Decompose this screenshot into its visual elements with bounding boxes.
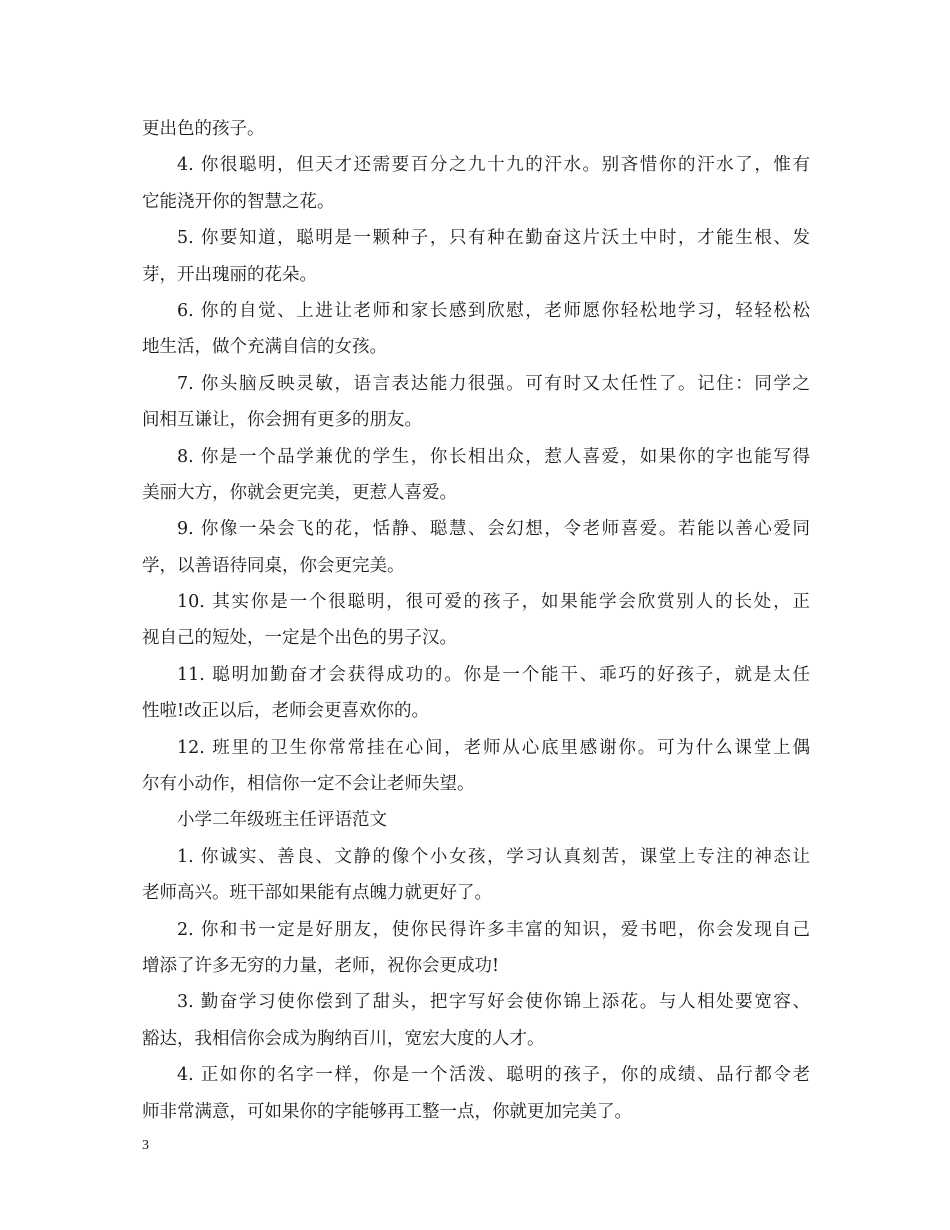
paragraph-line-first: 3. 勤奋学习使你偿到了甜头，把字写好会使你锦上添花。与人相处要宽容、 [177,992,810,1013]
paragraph-line-first: 9. 你像一朵会飞的花，恬静、聪慧、会幻想，令老师喜爱。若能以善心爱同 [177,519,810,540]
paragraph-line-first: 4. 正如你的名字一样，你是一个活泼、聪明的孩子，你的成绩、品行都令老 [177,1065,810,1086]
paragraph-line: 豁达，我相信你会成为胸纳百川，宽宏大度的人才。 [142,1028,545,1049]
paragraph-line: 视自己的短处，一定是个出色的男子汉。 [142,628,457,649]
paragraph-line: 芽，开出瑰丽的花朵。 [142,264,317,285]
paragraph-line: 性啦!改正以后，老师会更喜欢你的。 [142,701,430,722]
paragraph-line: 它能浇开你的智慧之花。 [142,191,335,212]
paragraph-line-first: 1. 你诚实、善良、文静的像个小女孩，学习认真刻苦，课堂上专注的神态让 [177,846,810,867]
paragraph-line-first: 5. 你要知道，聪明是一颗种子，只有种在勤奋这片沃土中时，才能生根、发 [177,228,810,249]
paragraph-line: 老师高兴。班干部如果能有点魄力就更好了。 [142,883,492,904]
paragraph-line-first: 7. 你头脑反映灵敏，语言表达能力很强。可有时又太任性了。记住：同学之 [177,373,810,394]
page-number: 3 [142,1138,149,1153]
paragraph-line: 学，以善语待同桌，你会更完美。 [142,555,405,576]
paragraph-line: 增添了许多无穷的力量，老师，祝你会更成功! [142,955,500,976]
paragraph-line-first: 小学二年级班主任评语范文 [177,810,387,831]
paragraph-line-first: 6. 你的自觉、上进让老师和家长感到欣慰，老师愿你轻松地学习，轻轻松松 [177,300,810,321]
paragraph-line: 更出色的孩子。 [142,119,265,139]
paragraph-line-first: 12. 班里的卫生你常常挂在心间，老师从心底里感谢你。可为什么课堂上偶 [177,737,810,758]
paragraph-line: 美丽大方，你就会更完美，更惹人喜爱。 [142,482,457,503]
paragraph-line-first: 8. 你是一个品学兼优的学生，你长相出众，惹人喜爱，如果你的字也能写得 [177,446,810,467]
paragraph-line: 师非常满意，可如果你的字能够再工整一点，你就更加完美了。 [142,1101,632,1122]
paragraph-line-first: 2. 你和书一定是好朋友，使你民得许多丰富的知识，爱书吧，你会发现自己 [177,919,810,940]
paragraph-line: 间相互谦让，你会拥有更多的朋友。 [142,410,422,431]
paragraph-line: 地生活，做个充满自信的女孩。 [142,337,387,358]
document-body [142,111,810,1130]
paragraph-line-first: 4. 你很聪明，但天才还需要百分之九十九的汗水。别吝惜你的汗水了，惟有 [177,155,810,176]
paragraph-line: 尔有小动作，相信你一定不会让老师失望。 [142,774,475,795]
paragraph-line-first: 11. 聪明加勤奋才会获得成功的。你是一个能干、乖巧的好孩子，就是太任 [177,664,810,685]
paragraph-line-first: 10. 其实你是一个很聪明，很可爱的孩子，如果能学会欣赏别人的长处，正 [177,592,810,613]
